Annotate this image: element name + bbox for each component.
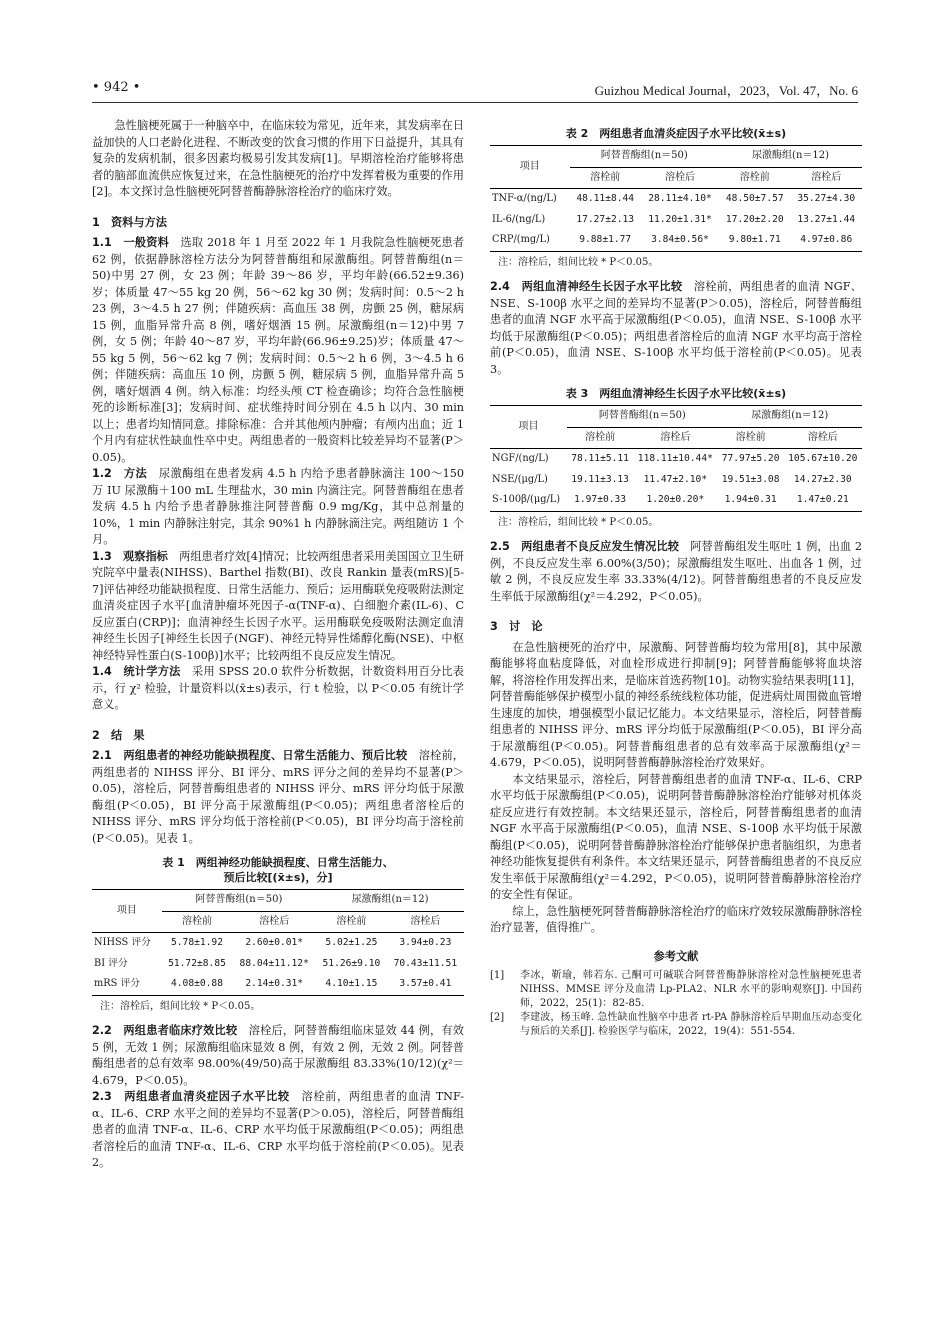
table-cell: 51.72±8.85 [168,957,226,969]
table-2-caption: 表 2 两组患者血清炎症因子水平比较(x̄±s) [565,127,787,140]
table-cell: 77.97±5.20 [721,453,780,464]
table-cell: 35.27±4.30 [797,193,856,204]
table-1-caption [92,855,464,885]
table-2-group-a: 阿替普酶组(n＝50) [570,146,720,168]
table-row [490,470,862,491]
table-1-col-item: 项目 [92,890,162,933]
table-cell: 118.11±10.44* [637,453,713,464]
row-label: BI 评分 [94,957,128,969]
table-cell: 17.20±2.20 [725,213,784,225]
table-cell: 88.04±11.12* [239,957,309,969]
heading-1-2: 1.2 方法 [92,467,148,480]
discussion-paragraph-3: 综上，急性脑梗死阿替普酶静脉溶栓治疗的临床疗效较尿激酶静脉溶栓治疗显著，值得推广。 [490,904,862,934]
table-3-sub-post: 溶栓后 [807,431,838,443]
heading-2-5: 2.5 两组患者不良反应发生情况比较 [490,540,679,553]
text-1-1: 选取 2018 年 1 月至 2022 年 1 月我院急性脑梗死患者 62 例，依据静脉溶栓方法分为阿替普酶组和尿激酶组。阿替普酶组(n＝50)中男 27 例，女 23 例；年龄 39～86 岁，平均年龄(66.52±9.36)岁；体质量 47～55 kg 20 例，56～62 kg 30 例；发病时间：0.5～2 h 23 例，3～4.5 h 27 例；伴随疾病：高血压 38 例，房颤 25 例，糖尿病 15 例，血脂异常升高 8 例，嗜好烟酒 15 例。尿激酶组(n＝12)中男 7 例，女 5 例；年龄 40～87 岁，平均年龄(66.96±9.25)岁；体质量 47～55 kg 5 例，56～62 kg 7 例；发病时间：0.5～2 h 6 例，3～4.5 h 6 例；伴随疾病：高血压 10 例，房颤 5 例，糖尿病 5 例，血脂异常升高 5 例，嗜好烟酒 4 例。纳入标准：均经头颅 CT 检查确诊；均符合急性脑梗死的诊断标准[3]；发病时间、症状维持时间分别在 4.5 h 以内、30 min 以上；患者均知情同意。排除标准：合并其他颅内肿瘤；有颅内出血；近 1 个月内有症状性缺血性卒中史。两组患者的一般资料比较差异均不显著(P＞0.05)。 [92,236,464,464]
row-label: TNF-α/(ng/L) [492,193,557,204]
paragraph-2-5 [490,539,862,605]
table-row [92,974,464,995]
table-1-caption-line2: 预后比较[(x̄±s)，分] [223,871,333,884]
row-label: NGF/(ng/L) [492,453,549,464]
table-1-group-b: 尿激酶组(n＝12) [316,890,464,912]
header-rule [92,102,858,103]
table-cell: 48.50±7.57 [725,193,784,204]
table-3-note: 注：溶栓后，组间比较 * P＜0.05。 [498,516,659,528]
heading-2-3: 2.3 两组患者血清炎症因子水平比较 [92,1090,290,1103]
journal-info: Guizhou Medical Journal，2023，Vol. 47，No. 6 [594,83,858,98]
table-cell: 4.97±0.86 [800,234,853,245]
paragraph-1-2 [92,466,464,549]
table-cell: 1.94±0.31 [724,494,777,505]
table-row [490,490,862,511]
table-cell: 5.78±1.92 [171,937,223,948]
text-2-1: 溶栓前，两组患者的 NIHSS 评分、BI 评分、mRS 评分之间的差异均不显著(P＞0.05)，溶栓后，阿替普酶组患者的 NIHSS 评分、mRS 评分均低于尿激酶组(P＜0.05)，BI 评分高于尿激酶组(P＜0.05)；两组患者溶栓后的 NIHSS 评分、mRS 评分均低于溶栓前(P＜0.05)，BI 评分均高于溶栓前(P＜0.05)。见表 1。 [92,749,464,845]
reference-number: [2] [490,1012,505,1023]
heading-2-1: 2.1 两组患者的神经功能缺损程度、日常生活能力、预后比较 [92,749,408,762]
heading-2-4: 2.4 两组血清神经生长因子水平比较 [490,280,683,293]
intro-paragraph: 急性脑梗死属于一种脑卒中，在临床较为常见，近年来，其发病率在日益加快的人口老龄化进程、不断改变的饮食习惯的作用下日益提升，其具有复杂的发病机制，很多因素均极易引发其发病[1]。早期溶栓治疗能够将患者的脑部血流供应恢复过来，在急性脑梗死的治疗中发挥着极为重要的作用[2]。本文探讨急性脑梗死阿替普酶静脉溶栓治疗的临床疗效。 [92,119,464,198]
table-cell: 1.97±0.33 [574,494,627,505]
paragraph-1-1 [92,235,464,466]
table-1-note: 注：溶栓后，组间比较 * P＜0.05。 [100,1000,261,1012]
table-cell: 11.20±1.31* [648,213,712,225]
table-cell: 4.10±1.15 [325,978,378,989]
table-3-col-item: 项目 [490,406,567,449]
table-2-col-item: 项目 [490,146,570,189]
heading-1-1: 1.1 一般资料 [92,236,170,249]
table-1-sub-post: 溶栓后 [410,915,441,927]
table-3-group-b: 尿激酶组(n＝12) [718,406,862,428]
heading-2-2: 2.2 两组患者临床疗效比较 [92,1024,238,1037]
table-cell: 19.51±3.08 [721,473,780,485]
row-label: IL-6/(ng/L) [492,213,546,225]
table-cell: 13.27±1.44 [797,213,856,225]
paragraph-1-4 [92,664,464,714]
row-label: CRP/(mg/L) [492,234,550,245]
table-cell: 1.20±0.20* [646,494,705,505]
paragraph-2-2 [92,1023,464,1089]
table-cell: 1.47±0.21 [796,494,849,505]
row-label: S-100β/(μg/L) [492,494,561,505]
table-1-sub-pre: 溶栓前 [336,915,367,927]
table-2-group-b: 尿激酶组(n＝12) [719,146,862,168]
table-cell: 48.11±8.44 [576,193,635,204]
reference-item [490,969,862,1011]
row-label: mRS 评分 [94,978,141,989]
discussion-paragraph-1: 在急性脑梗死的治疗中，尿激酶、阿替普酶均较为常用[8]，其中尿激酶能够将血粘度降低，对血栓形成进行抑制[9]；阿替普酶能够将血块溶解，将溶栓作用发挥出来，是临床首选药物[10]。动物实验结果表明[11]，阿替普酶能够保护模型小鼠的神经系统线粒体功能，促进病灶周围微血管增生速度的加快，增强模型小鼠记忆能力。本文结果显示，溶栓后，阿替普酶组患者的 NIHSS 评分、mRS 评分均低于尿激酶组(P＜0.05)，BI 评分高于尿激酶组(P＜0.05)。阿替普酶组患者的总有效率高于尿激酶组(χ²＝4.679，P＜0.05)，说明阿替普酶静脉溶栓治疗效果好。 [490,640,862,769]
table-row [490,189,862,210]
table-2-sub-post: 溶栓后 [811,171,842,183]
section-3-heading: 3 讨 论 [490,620,543,633]
text-1-4: 采用 SPSS 20.0 软件分析数据，计数资料用百分比表示，行 χ² 检验，计量资料以(x̄±s)表示，行 t 检验，以 P＜0.05 有统计学意义。 [92,665,464,711]
text-1-2: 尿激酶组在患者发病 4.5 h 内给予患者静脉滴注 100～150 万 IU 尿激酶＋100 mL 生理盐水，30 min 内滴注完。阿替普酶组在患者发病 4.5 h 内给予患者静脉推注阿替普酶 0.9 mg/Kg，其中总剂量的 10%，1 min 内静脉注射完，其余 90%1 h 内静脉滴注完。两组随访 1 个月。 [92,467,464,546]
row-label: NIHSS 评分 [94,937,151,948]
table-cell: 9.88±1.77 [579,234,632,245]
table-3-caption: 表 3 两组血清神经生长因子水平比较(x̄±s) [565,387,787,400]
table-cell: 19.11±3.13 [571,473,629,485]
table-1-group-a: 阿替普酶组(n＝50) [162,890,316,912]
references-heading: 参考文献 [653,949,699,963]
right-column [490,118,862,1039]
table-row [490,210,862,231]
table-row [92,954,464,975]
table-3-sub-pre: 溶栓前 [585,431,616,443]
table-2 [490,145,862,252]
table-2-sub-pre: 溶栓前 [590,171,621,183]
reference-text: 李冰，靳瑜，韩若东. 己酮可可碱联合阿替普酶静脉溶栓对急性脑梗死患者 NIHSS、MMSE 评分及血清 Lp-PLA2、NLR 水平的影响观察[J]. 中国药师，2022，25(1)：82-85. [520,970,862,1009]
heading-1-4: 1.4 统计学方法 [92,665,181,678]
table-cell: 14.27±2.30 [793,473,852,485]
discussion-paragraph-2: 本文结果显示，溶栓后，阿替普酶组患者的血清 TNF-α、IL-6、CRP 水平均低于尿激酶组(P＜0.05)，说明阿替普酶静脉溶栓治疗能够对机体炎症反应进行有效控制。本文结果还显示，溶栓后，阿替普酶组患者的血清 NGF 水平高于尿激酶组(P＜0.05)，血清 NSE、S-100β 水平均低于尿激酶组(P＜0.05)，说明阿替普酶静脉溶栓治疗能够保护患者脑组织，为患者神经功能恢复提供有利条件。本文结果还显示，阿替普酶组患者的不良反应发生率低于尿激酶组(χ²＝4.292，P＜0.05)，说明阿替普酶静脉溶栓治疗的安全性有保证。 [490,772,862,901]
paragraph-2-1 [92,748,464,847]
table-cell: 11.47±2.10* [643,473,708,485]
table-cell: 17.27±2.13 [576,213,635,225]
table-cell: 5.02±1.25 [325,937,378,948]
table-2-sub-pre: 溶栓前 [739,171,770,183]
page-number: • 942 • [92,80,141,95]
table-row [490,449,862,470]
table-cell: 70.43±11.51 [393,957,458,969]
text-2-3: 溶栓前，两组患者的血清 TNF-α、IL-6、CRP 水平之间的差异均不显著(P＞0.05)，溶栓后，阿替普酶组患者的血清 TNF-α、IL-6、CRP 水平均低于尿激酶组(P＜0.05)；两组患者溶栓后的血清 TNF-α、IL-6、CRP 水平均低于溶栓前(P＜0.05)。见表 2。 [92,1090,464,1169]
table-cell: 51.26±9.10 [322,957,381,969]
text-1-3: 两组患者疗效[4]情况；比较两组患者采用美国国立卫生研究院卒中量表(NIHSS)、Barthel 指数(BI)、改良 Rankin 量表(mRS)[5-7]评估神经功能缺损程度、日常生活能力、预后；运用酶联免疫吸附法测定血清炎症因子水平[血清肿瘤坏死因子-α(TNF-α)、白细胞介素(IL-6)、C 反应蛋白(CRP)]；血清神经生长因子水平。运用酶联免疫吸附法测定血清神经生长因子[神经生长因子(NGF)、神经元特异性烯醇化酶(NSE)、中枢神经特异性蛋白(S-100β)]水平；比较两组不良反应发生情况。 [92,549,464,662]
table-1-sub-pre: 溶栓前 [181,915,212,927]
table-row [490,230,862,251]
table-cell: 9.80±1.71 [728,234,781,245]
row-label: NSE/(μg/L) [492,473,548,485]
section-2-heading: 2 结 果 [92,728,145,742]
table-cell: 2.60±0.01* [245,937,304,948]
table-row [92,933,464,954]
left-column [92,118,464,1172]
table-cell: 28.11±4.10* [648,193,712,204]
heading-1-3: 1.3 观察指标 [92,549,168,563]
table-2-sub-post: 溶栓后 [665,171,695,183]
table-3-sub-pre: 溶栓前 [735,431,766,443]
table-cell: 105.67±10.20 [788,453,858,464]
table-cell: 3.84±0.56* [651,234,709,245]
reference-item [490,1011,862,1039]
section-1-heading: 1 资料与方法 [92,215,167,229]
table-3 [490,405,862,512]
table-cell: 3.57±0.41 [399,978,452,989]
reference-text: 李建波，杨玉峰. 急性缺血性脑卒中患者 rt-PA 静脉溶栓后早期血压动态变化与预后的关系[J]. 检验医学与临床，2022，19(4)：551-554. [520,1012,862,1037]
paragraph-2-4 [490,279,862,378]
table-3-sub-post: 溶栓后 [660,431,691,443]
table-cell: 4.08±0.88 [171,978,223,989]
table-1 [92,889,464,996]
table-cell: 78.11±5.11 [571,453,629,464]
table-cell: 2.14±0.31* [245,978,304,989]
reference-number: [1] [490,970,505,981]
text-2-4: 溶栓前，两组患者的血清 NGF、NSE、S-100β 水平之间的差异均不显著(P＞0.05)，溶栓后，阿替普酶组患者的血清 NGF 水平高于尿激酶组(P＜0.05)，血清 NSE、S-100β 水平均低于尿激酶组(P＜0.05)；两组患者溶栓后的血清 NGF 水平均高于溶栓前(P＜0.05)，血清 NSE、S-100β 水平均低于溶栓前(P＜0.05)。见表 3。 [490,280,862,376]
paragraph-2-3 [92,1089,464,1172]
table-cell: 3.94±0.23 [399,937,452,948]
text-2-5: 阿替普酶组发生呕吐 1 例，出血 2 例，不良反应发生率 6.00%(3/50)；尿激酶组发生呕吐、出血各 1 例，过敏 2 例，不良反应发生率 33.33%(4/12)。阿替普酶组患者的不良反应发生率低于尿激酶组(χ²＝4.292，P＜0.05)。 [490,540,862,603]
table-1-caption-line1: 表 1 两组神经功能缺损程度、日常生活能力、 [162,856,394,869]
table-2-note: 注：溶栓后，组间比较 * P＜0.05。 [498,256,659,268]
text-2-2: 溶栓后，阿替普酶组临床显效 44 例，有效 5 例，无效 1 例；尿激酶组临床显效 8 例，有效 2 例，无效 2 例。阿替普酶组患者的总有效率 98.00%(49/50)高于尿激酶组 83.33%(10/12)(χ²＝4.679，P＜0.05)。 [92,1024,464,1087]
table-3-group-a: 阿替普酶组(n＝50) [567,406,718,428]
table-1-sub-post: 溶栓后 [259,915,290,927]
paragraph-1-3 [92,549,464,665]
